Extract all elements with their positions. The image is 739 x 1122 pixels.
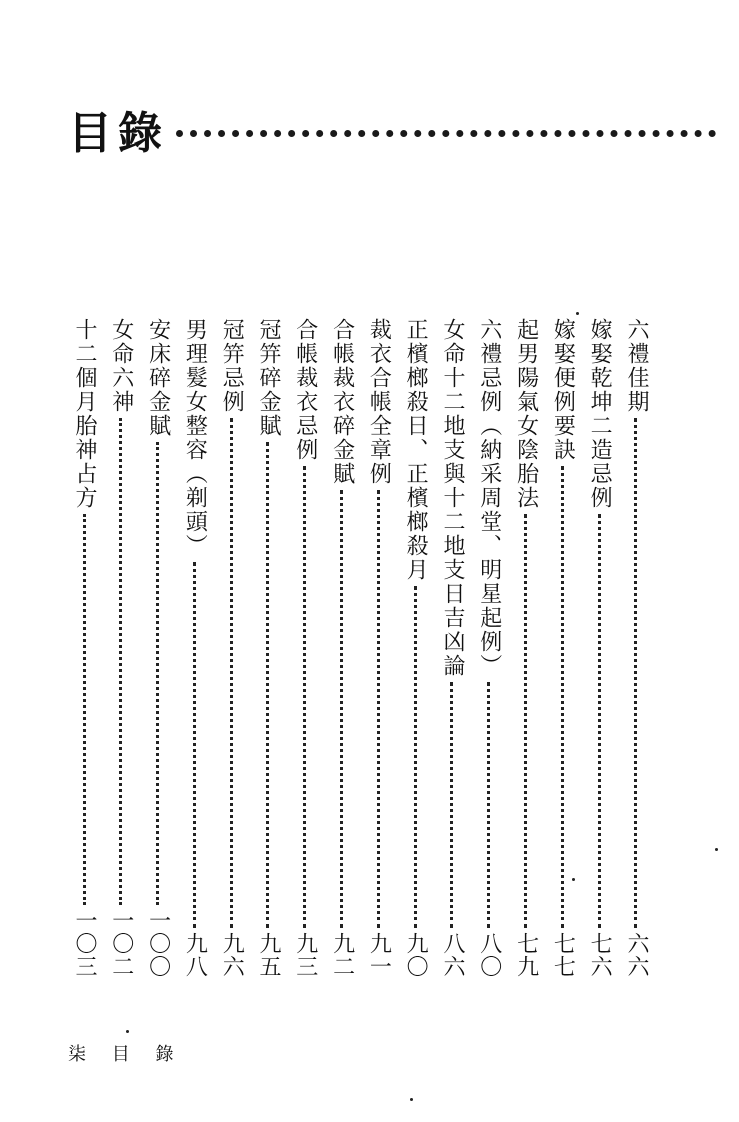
- toc-entry-title: 裁衣合帳全章例: [366, 318, 392, 486]
- toc-entry-page: 八六: [439, 932, 465, 978]
- toc-entry-title: 嫁娶便例要訣: [550, 318, 576, 462]
- toc-leader-dots: [414, 586, 417, 928]
- toc-entry-title: 正檳榔殺日、正檳榔殺月: [403, 318, 429, 582]
- scan-speck: [126, 1030, 129, 1033]
- toc-entry-page: 九六: [219, 932, 245, 978]
- toc-entry-page: 九八: [182, 932, 208, 978]
- title-block: [68, 108, 648, 168]
- toc-entry[interactable]: [585, 318, 613, 978]
- toc-leader-dots: [193, 562, 196, 928]
- toc-entry-title: 六禮忌例（納采周堂、明星起例）: [476, 318, 502, 678]
- toc-entry-title: 冠笄碎金賦: [255, 318, 281, 438]
- toc-entry[interactable]: [475, 318, 503, 978]
- toc-entry-title: 安床碎金賦: [145, 318, 171, 438]
- toc-leader-dots: [561, 466, 564, 928]
- scan-speck: [715, 848, 718, 851]
- toc-leader-dots: [340, 490, 343, 928]
- toc-entry-page: 九一: [366, 932, 392, 978]
- toc-entry-page: 八〇: [476, 932, 502, 978]
- toc-entry[interactable]: [291, 318, 319, 978]
- toc-entry-page: 六六: [623, 932, 649, 978]
- toc-entry-page: 九〇: [403, 932, 429, 978]
- scan-speck: [410, 1098, 413, 1101]
- toc-entry[interactable]: [70, 318, 98, 978]
- title-dotted-rule: [176, 130, 716, 137]
- toc-entry-page: 七七: [550, 932, 576, 978]
- scan-speck: [572, 878, 575, 881]
- toc-entry[interactable]: [144, 318, 172, 978]
- toc-entry[interactable]: [401, 318, 429, 978]
- toc-leader-dots: [83, 514, 86, 905]
- toc-entry-title: 女命十二地支與十二地支日吉凶論: [439, 318, 465, 678]
- toc-entry[interactable]: [622, 318, 650, 978]
- toc-entry[interactable]: [364, 318, 392, 978]
- toc-entry-title: 十二個月胎神占方: [72, 318, 97, 510]
- toc-entry[interactable]: [512, 318, 540, 978]
- toc-entry-title: 起男陽氣女陰胎法: [513, 318, 539, 510]
- toc-entry[interactable]: [217, 318, 245, 978]
- toc-leader-dots: [598, 514, 601, 928]
- toc-leader-dots: [156, 442, 159, 905]
- toc-entry-page: 九二: [329, 932, 355, 978]
- toc-entry-title: 六禮佳期: [623, 318, 649, 414]
- toc-leader-dots: [634, 418, 637, 928]
- toc-leader-dots: [119, 418, 122, 905]
- page-footer: 柒 目 錄: [68, 1044, 184, 1065]
- toc-entry-page: 一〇〇: [145, 909, 171, 978]
- toc-leader-dots: [524, 514, 527, 928]
- toc-entry-page: 九五: [255, 932, 281, 978]
- page-title: 目錄: [68, 108, 168, 159]
- toc-entry-page: 七九: [513, 932, 539, 978]
- toc-entry-title: 男理髮女整容（剃頭）: [182, 318, 208, 558]
- toc-leader-dots: [266, 442, 269, 928]
- toc-entry-title: 合帳裁衣碎金賦: [329, 318, 355, 486]
- toc-entry[interactable]: [180, 318, 208, 978]
- toc-entry-title: 合帳裁衣忌例: [292, 318, 318, 462]
- toc-leader-dots: [303, 466, 306, 928]
- toc-entry[interactable]: [254, 318, 282, 978]
- toc-leader-dots: [487, 682, 490, 928]
- scan-speck: [576, 312, 579, 315]
- toc-entry-title: 冠笄忌例: [219, 318, 245, 414]
- toc-entry[interactable]: [107, 318, 135, 978]
- toc-list: [70, 318, 650, 978]
- toc-entry[interactable]: [438, 318, 466, 978]
- toc-entry-page: 一〇二: [108, 909, 134, 978]
- toc-entry-page: 七六: [587, 932, 613, 978]
- toc-leader-dots: [230, 418, 233, 928]
- toc-entry[interactable]: [328, 318, 356, 978]
- toc-leader-dots: [377, 490, 380, 928]
- toc-entry-title: 女命六神: [108, 318, 134, 414]
- toc-leader-dots: [450, 682, 453, 928]
- toc-entry-title: 嫁娶乾坤二造忌例: [587, 318, 613, 510]
- toc-entry-page: 九三: [292, 932, 318, 978]
- toc-entry-page: 一〇三: [72, 909, 97, 978]
